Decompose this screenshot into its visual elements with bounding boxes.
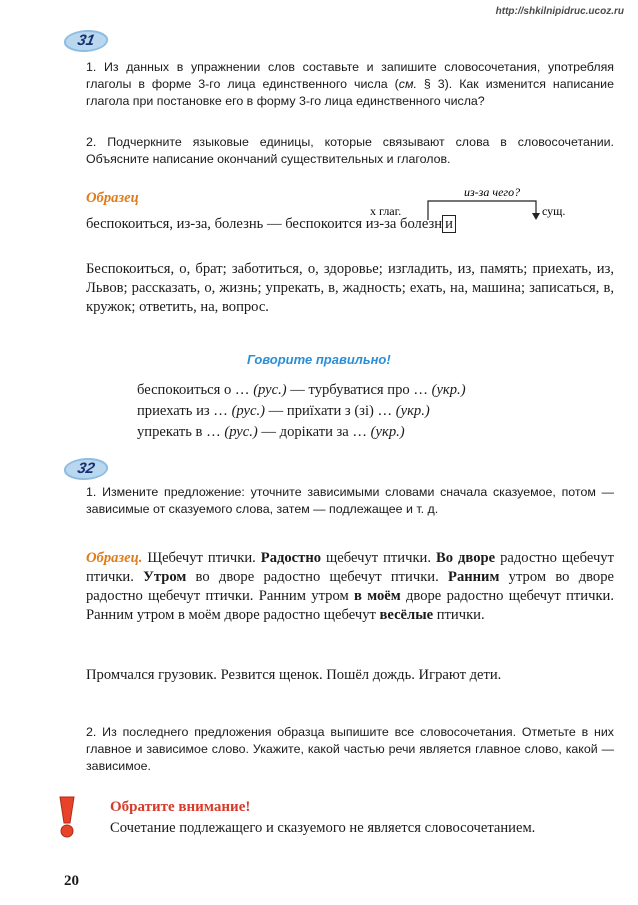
uk-phrase: — приїхати з (зі) … (265, 403, 396, 419)
highlighted-word: весёлые (379, 607, 434, 623)
highlighted-word: Во дворе (436, 550, 496, 566)
sample-text: утром во дворе радостно щебечут птички. Ранним утром (86, 569, 614, 604)
page-number: 20 (64, 873, 79, 889)
ru-phrase: приехать из … (137, 403, 232, 419)
task-text: § 3). Как изменится написание глагола при постановке его в форму 3-го лица единственного числа? (86, 77, 614, 109)
exercise-number-badge (62, 458, 111, 480)
exclamation-icon (56, 795, 78, 839)
highlighted-word: Радостно (260, 550, 322, 566)
speak-correctly-title: Говорите правильно! (247, 352, 391, 367)
ex31-task2: 2. Подчеркните языковые единицы, которые связывают слова в словосочетании. Объясните написание окончаний существительных и глаголов. (86, 135, 614, 167)
sample-text: Щебечут птички. (142, 550, 261, 566)
highlighted-word: Утром (143, 569, 187, 585)
sample-body (86, 550, 614, 623)
lang-tag: (укр.) (431, 382, 466, 398)
sample-text: во дворе радостно щебечут птички. (186, 569, 449, 585)
exercise-number-badge (62, 30, 111, 52)
notice-title: Обратите внимание! (110, 799, 251, 815)
ex32-sample (86, 549, 614, 625)
sample-label: Образец. (86, 550, 143, 566)
notice-text: Сочетание подлежащего и сказуемого не является словосочетанием. (110, 820, 536, 836)
diagram-arrowhead (532, 213, 540, 220)
speak-correctly-list (137, 380, 466, 443)
reference: см. (398, 77, 417, 92)
sample-label: Образец (86, 190, 139, 206)
speak-line (137, 422, 466, 443)
sample-phrase (86, 216, 456, 233)
diagram-head-label: х глаг. (370, 204, 402, 218)
ex31-words: Беспокоиться, о, брат; заботиться, о, здоровье; изгладить, из, память; приехать, из, Львов; рассказать, о, жизнь; упрекать, в, жадность; ехать, на, машина; записаться, в, кружок; ответить, на, вопрос. (86, 261, 614, 315)
sample-text: беспокоиться, из-за, болезнь — беспокоится из-за болезн (86, 216, 443, 232)
ru-phrase: упрекать в … (137, 424, 225, 440)
lang-tag: (укр.) (395, 403, 430, 419)
ex32-task1: 1. Измените предложение: уточните зависимыми словами сначала сказуемое, потом — зависимые от сказуемого слова, затем — подлежащее и т. д. (86, 485, 614, 517)
uk-phrase: — турбуватися про … (286, 382, 432, 398)
sample-text: птички. (433, 607, 485, 623)
highlighted-word: в моём (354, 588, 401, 604)
highlighted-word: Ранним (448, 569, 500, 585)
lang-tag: (рус.) (224, 424, 258, 440)
lang-tag: (рус.) (253, 382, 287, 398)
lang-tag: (укр.) (370, 424, 405, 440)
lang-tag: (рус.) (231, 403, 265, 419)
sample-text: радостно щебечут птички. (86, 550, 614, 585)
speak-line (137, 380, 466, 401)
ru-phrase: беспокоиться о … (137, 382, 254, 398)
ex32-sentences: Промчался грузовик. Резвится щенок. Пошёл дождь. Играют дети. (86, 667, 502, 683)
speak-line (137, 401, 466, 422)
task-text: 1. Из данных в упражнении слов составьте и запишите словосочетания, употребляя глаголы в форме 3-го лица единственного числа ( (86, 60, 614, 92)
diagram-dep-label: сущ. (542, 204, 566, 218)
ending-box: и (442, 215, 456, 233)
sample-text: щебечут птички. (321, 550, 436, 566)
exercise-number: 32 (75, 460, 97, 477)
sample-text: дворе радостно щебечут птички. Ранним утром в моём дворе радостно щебечут (86, 588, 615, 623)
exercise-number: 31 (75, 32, 97, 49)
ex32-task2: 2. Из последнего предложения образца выпишите все словосочетания. Отметьте в них главное и зависимое слово. Укажите, какой частью речи является главное слово, какой — зависимое. (86, 725, 614, 774)
ex31-task1 (86, 59, 614, 111)
diagram-question: из-за чего? (464, 185, 521, 199)
source-url: http://shkilnipidruc.ucoz.ru (495, 6, 624, 17)
uk-phrase: — дорікати за … (257, 424, 371, 440)
